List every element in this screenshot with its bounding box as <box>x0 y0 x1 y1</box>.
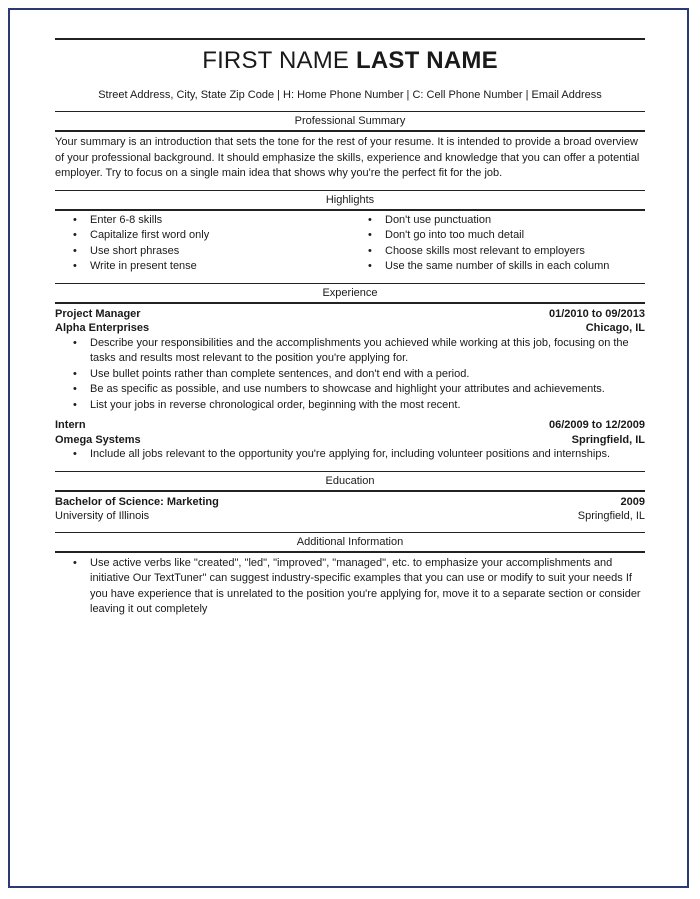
full-name <box>55 46 645 76</box>
section-header-experience: Experience <box>55 283 645 304</box>
contact-line: Street Address, City, State Zip Code | H: Home Phone Number | C: Cell Phone Number | Email Address <box>98 89 602 101</box>
job-title: Project Manager <box>55 307 141 320</box>
highlight-item: • Use short phrases <box>55 244 350 260</box>
resume-page <box>55 38 645 618</box>
highlight-item: • Choose skills most relevant to employers <box>350 244 645 260</box>
school-row <box>55 509 645 524</box>
job-bullet: • Use bullet points rather than complete sentences, and don't end with a period. <box>55 367 645 383</box>
job-dates: 01/2010 to 09/2013 <box>548 307 645 320</box>
job-company: Omega Systems <box>55 433 141 446</box>
summary-text: Your summary is an introduction that sets the tone for the rest of your resume. It is intended to provide a broad overview of your professional background. It should emphasize the skills, experience and knowledge that you can offer a potential employer. Try to focus on a single main idea that shows why you're the perfect fit for the job. <box>55 136 640 179</box>
highlights-columns <box>55 213 645 275</box>
job-dates: 06/2009 to 12/2009 <box>548 419 645 431</box>
highlights-left-column <box>55 213 350 275</box>
job-bullets <box>55 336 645 414</box>
highlight-item: • Enter 6-8 skills <box>55 213 350 229</box>
job-title: Intern <box>55 419 86 431</box>
job-company-row <box>55 321 645 336</box>
education-entry <box>55 495 645 524</box>
highlights-right-column <box>350 213 645 275</box>
section-header-highlights: Highlights <box>55 190 645 211</box>
first-name: FIRST NAME <box>202 47 350 74</box>
school: University of Illinois <box>55 510 150 522</box>
job-title-row <box>55 307 645 322</box>
degree-row <box>55 495 645 510</box>
job-bullet: • Be as specific as possible, and use numbers to showcase and highlight your attributes and achievements. <box>55 382 645 398</box>
job-location: Springfield, IL <box>571 433 645 446</box>
job-bullet: • Include all jobs relevant to the opportunity you're applying for, including volunteer positions and internships. <box>55 447 645 463</box>
highlight-item: • Don't go into too much detail <box>350 228 645 244</box>
section-header-additional: Additional Information <box>55 532 645 553</box>
highlight-item: • Use the same number of skills in each column <box>350 259 645 275</box>
job-bullets <box>55 447 645 463</box>
highlight-item: • Don't use punctuation <box>350 213 645 229</box>
additional-bullet: • Use active verbs like "created", "led", "improved", "managed", etc. to emphasize your accomplishments and initiative Our TextTuner" can suggest industry-specific examples that you can use or modify to suit your needs If you have experience that is unrelated to the position you're applying for, move it to a separate section or consider leaving it out completely <box>55 556 645 618</box>
school-location: Springfield, IL <box>577 510 645 522</box>
top-rule <box>55 38 645 40</box>
additional-bullets <box>55 556 645 618</box>
highlight-item: • Write in present tense <box>55 259 350 275</box>
job-bullet: • List your jobs in reverse chronological order, beginning with the most recent. <box>55 398 645 414</box>
highlight-item: • Capitalize first word only <box>55 228 350 244</box>
job-entry <box>55 307 645 414</box>
section-header-summary: Professional Summary <box>55 111 645 132</box>
section-header-education: Education <box>55 471 645 492</box>
job-title-row <box>55 418 645 433</box>
last-name: LAST NAME <box>355 47 498 74</box>
job-bullet: • Describe your responsibilities and the accomplishments you achieved while working at this job, focusing on the tasks and results most relevant to the position you're applying for. <box>55 336 645 367</box>
job-location: Chicago, IL <box>585 322 645 334</box>
degree: Bachelor of Science: Marketing <box>55 495 219 508</box>
job-company-row <box>55 433 645 448</box>
job-company: Alpha Enterprises <box>55 322 150 334</box>
job-entry <box>55 418 645 463</box>
graduation-year: 2009 <box>620 495 645 508</box>
